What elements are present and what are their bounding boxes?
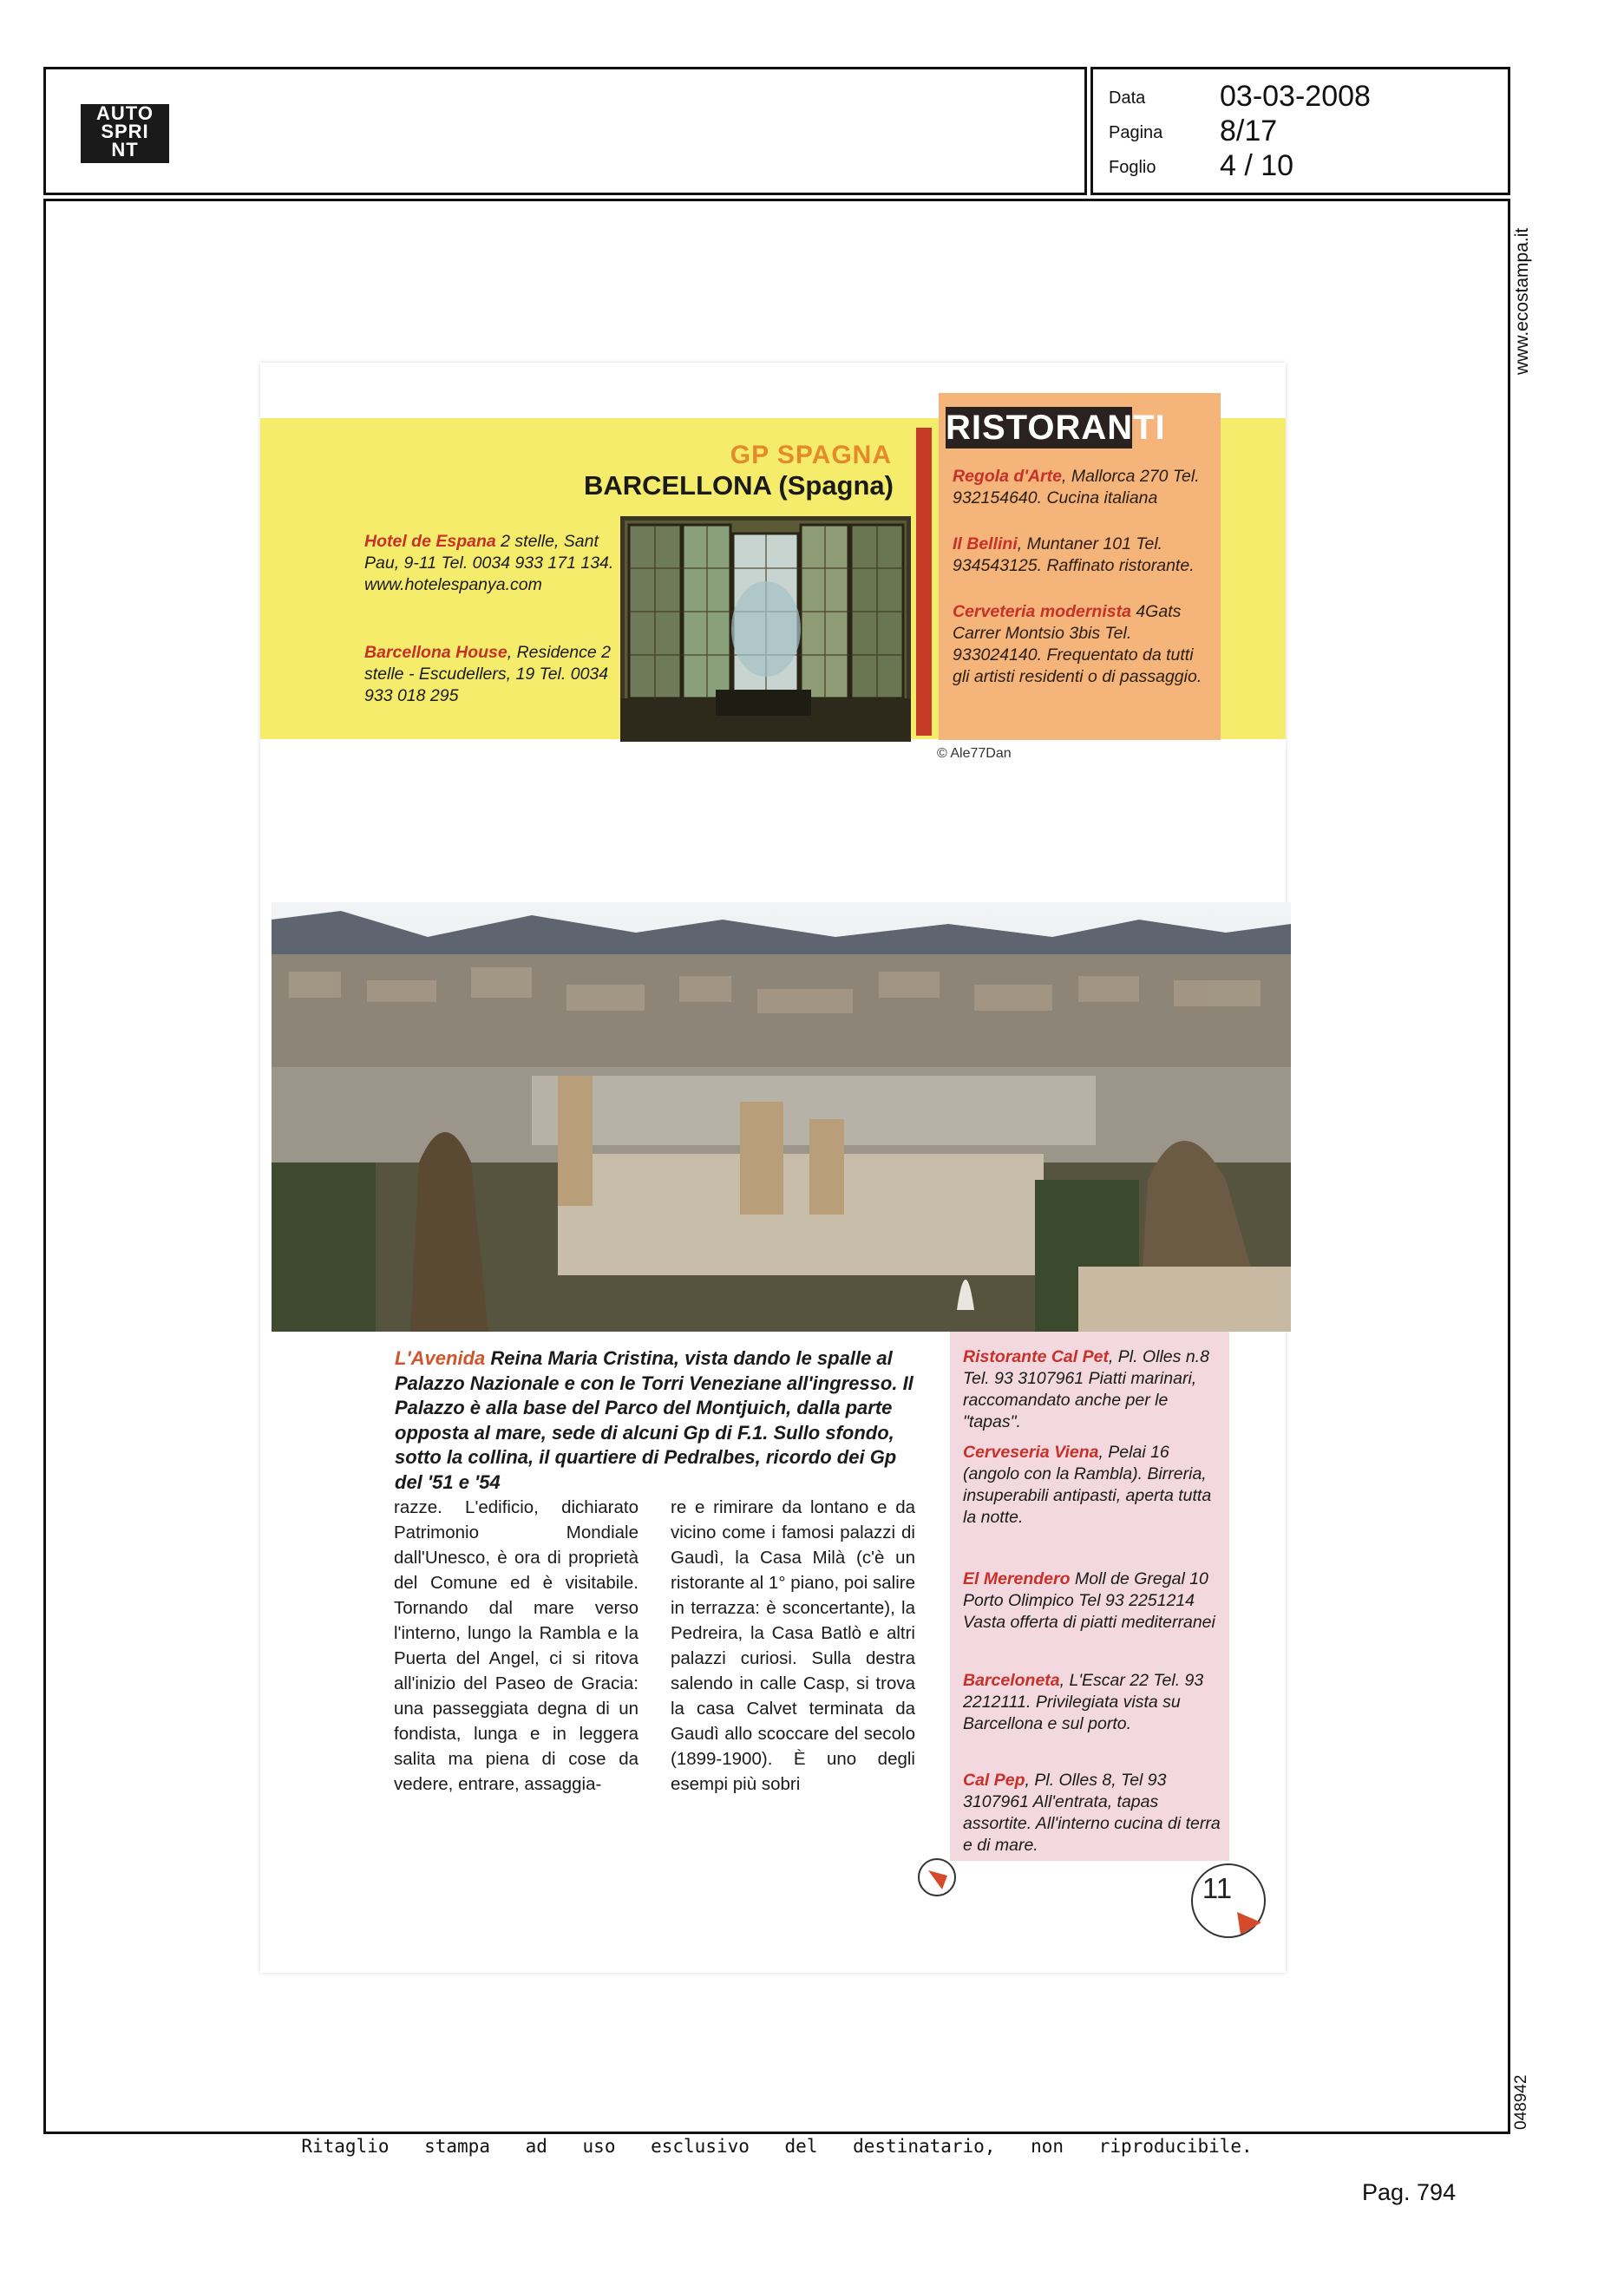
foglio-label: Foglio bbox=[1109, 158, 1156, 177]
restaurant-entry bbox=[963, 1442, 1223, 1529]
ristorante-name: Cerveteria modernista bbox=[953, 602, 1131, 621]
data-value: 03-03-2008 bbox=[1220, 80, 1371, 113]
header-meta-box bbox=[1090, 67, 1510, 195]
page-arrow-icon bbox=[1234, 1909, 1263, 1938]
side-url: www.ecostampa.it bbox=[1512, 227, 1532, 375]
restaurant-text: , Pelai 16 (angolo con la Rambla). Birreria, insuperabili antipasti, aperta tutta la notte. bbox=[963, 1443, 1212, 1527]
restaurant-text: , Pl. Olles n.8 Tel. 93 3107961 Piatti marinari, raccomandato anche per le "tapas". bbox=[963, 1347, 1209, 1431]
restaurant-entry bbox=[963, 1568, 1223, 1634]
ristorante-text: , Muntaner 101 Tel. 934543125. Raffinato ristorante. bbox=[953, 534, 1195, 575]
logo-line-2: SPRI bbox=[101, 121, 149, 142]
restaurant-name: Barceloneta bbox=[963, 1671, 1060, 1690]
hotel-name: Hotel de Espana bbox=[364, 532, 496, 551]
restaurant-text: , L'Escar 22 Tel. 93 2212111. Privilegiata vista su Barcellona e sul porto. bbox=[963, 1671, 1204, 1733]
photo-caption bbox=[395, 1346, 922, 1495]
pagina-value: 8/17 bbox=[1220, 115, 1278, 147]
data-label: Data bbox=[1109, 88, 1146, 108]
photo-credit: © Ale77Dan bbox=[937, 746, 1012, 761]
ristorante-text: 4Gats Carrer Montsio 3bis Tel. 933024140. Frequentato da tutti gli artisti residenti o di passaggio. bbox=[953, 602, 1202, 686]
restaurant-name: El Merendero bbox=[963, 1569, 1071, 1588]
caption-highlight: L'Avenida bbox=[395, 1347, 486, 1369]
ristorante-name: Il Bellini bbox=[953, 534, 1018, 553]
logo-line-3: NT bbox=[111, 139, 139, 160]
meta-data-row bbox=[1109, 80, 1508, 115]
restaurant-entry bbox=[963, 1346, 1223, 1433]
caption-text: Reina Maria Cristina, vista dando le spalle al Palazzo Nazionale e con le Torri Veneziane all'ingresso. Il Palazzo è alla base del Parco del Montjuich, dalla parte opposta al mare, sede di alcuni Gp di F.1. Sullo sfondo, sotto la collina, il quartiere di Pedralbes, ricordo dei Gp del '51 e '54 bbox=[395, 1347, 914, 1493]
hotel-text: 2 stelle, Sant Pau, 9-11 Tel. 0034 933 171 134. www.hotelespanya.com bbox=[364, 532, 614, 594]
ristoranti-heading: RISTORANTI bbox=[946, 409, 1166, 447]
ristorante-name: Regola d'Arte bbox=[953, 467, 1062, 486]
gp-subtitle: BARCELLONA (Spagna) bbox=[583, 470, 894, 501]
hotel-name: Barcellona House bbox=[364, 643, 508, 662]
red-accent-strip bbox=[916, 428, 932, 736]
restaurant-name: Ristorante Cal Pet bbox=[963, 1347, 1109, 1366]
gp-title: GP SPAGNA bbox=[730, 441, 892, 469]
foglio-value: 4 / 10 bbox=[1220, 149, 1294, 182]
header-left-box bbox=[43, 67, 1087, 195]
page-number: Pag. 794 bbox=[1362, 2179, 1457, 2205]
side-code: 048942 bbox=[1512, 2074, 1530, 2130]
footer-notice: Ritaglio stampa ad uso esclusivo del destinatario, non riproducibile. bbox=[301, 2136, 1253, 2157]
restaurant-text: , Pl. Olles 8, Tel 93 3107961 All'entrata, tapas assortite. All'interno cucina di terra e di mare. bbox=[963, 1771, 1221, 1855]
restaurant-name: Cal Pep bbox=[963, 1771, 1025, 1790]
footer-divider bbox=[43, 2132, 1510, 2134]
ristorante-entry bbox=[953, 534, 1213, 577]
meta-foglio-row bbox=[1109, 149, 1508, 184]
restaurant-entry bbox=[963, 1670, 1223, 1735]
magazine-page-number: 11 bbox=[1202, 1872, 1233, 1904]
hotel-text: , Residence 2 stelle - Escudellers, 19 Tel. 0034 933 018 295 bbox=[364, 643, 611, 705]
ristorante-text: , Mallorca 270 Tel. 932154640. Cucina italiana bbox=[953, 467, 1200, 508]
restaurant-name: Cerveseria Viena bbox=[963, 1443, 1099, 1462]
body-column-1: razze. L'edificio, dichiarato Patrimonio Mondiale dall'Unesco, è ora di proprietà del Comune ed è visitabile. Tornando dal mare verso l'interno, lungo la Rambla e la Puerta del Angel, ci si ritova all'inizio del Paseo de Gracia: una passeggiata degna di un fondista, lunga e in leggera salita ma piena di cose da vedere, entrare, assaggia- bbox=[394, 1497, 638, 1794]
autosprint-logo bbox=[81, 104, 169, 163]
hotel-entry bbox=[364, 531, 616, 596]
stained-glass-photo bbox=[620, 516, 911, 742]
restaurant-text: Moll de Gregal 10 Porto Olimpico Tel 93 2251214 Vasta offerta di piatti mediterranei bbox=[963, 1569, 1215, 1632]
meta-pagina-row bbox=[1109, 115, 1508, 149]
restaurant-entry bbox=[963, 1770, 1223, 1857]
body-column-2: re e rimirare da lontano e da vicino come i famosi palazzi di Gaudì, la Casa Milà (c'è un ristorante al 1° piano, poi salire in terrazza: è sconcertante), la Pedreira, la Casa Batlò e altri palazzi curiosi. Sulla destra salendo in calle Casp, si trova la casa Calvet terminata da Gaudì allo scoccare del secolo (1899-1900). È uno degli esempi più sobri bbox=[671, 1497, 915, 1794]
continue-arrow-icon bbox=[916, 1857, 958, 1898]
hotel-entry bbox=[364, 642, 616, 707]
ristorante-entry bbox=[953, 601, 1213, 688]
ristorante-entry bbox=[953, 466, 1213, 509]
barcelona-panorama-photo bbox=[272, 902, 1291, 1332]
pagina-label: Pagina bbox=[1109, 123, 1163, 142]
logo-line-1: AUTO bbox=[96, 102, 154, 124]
